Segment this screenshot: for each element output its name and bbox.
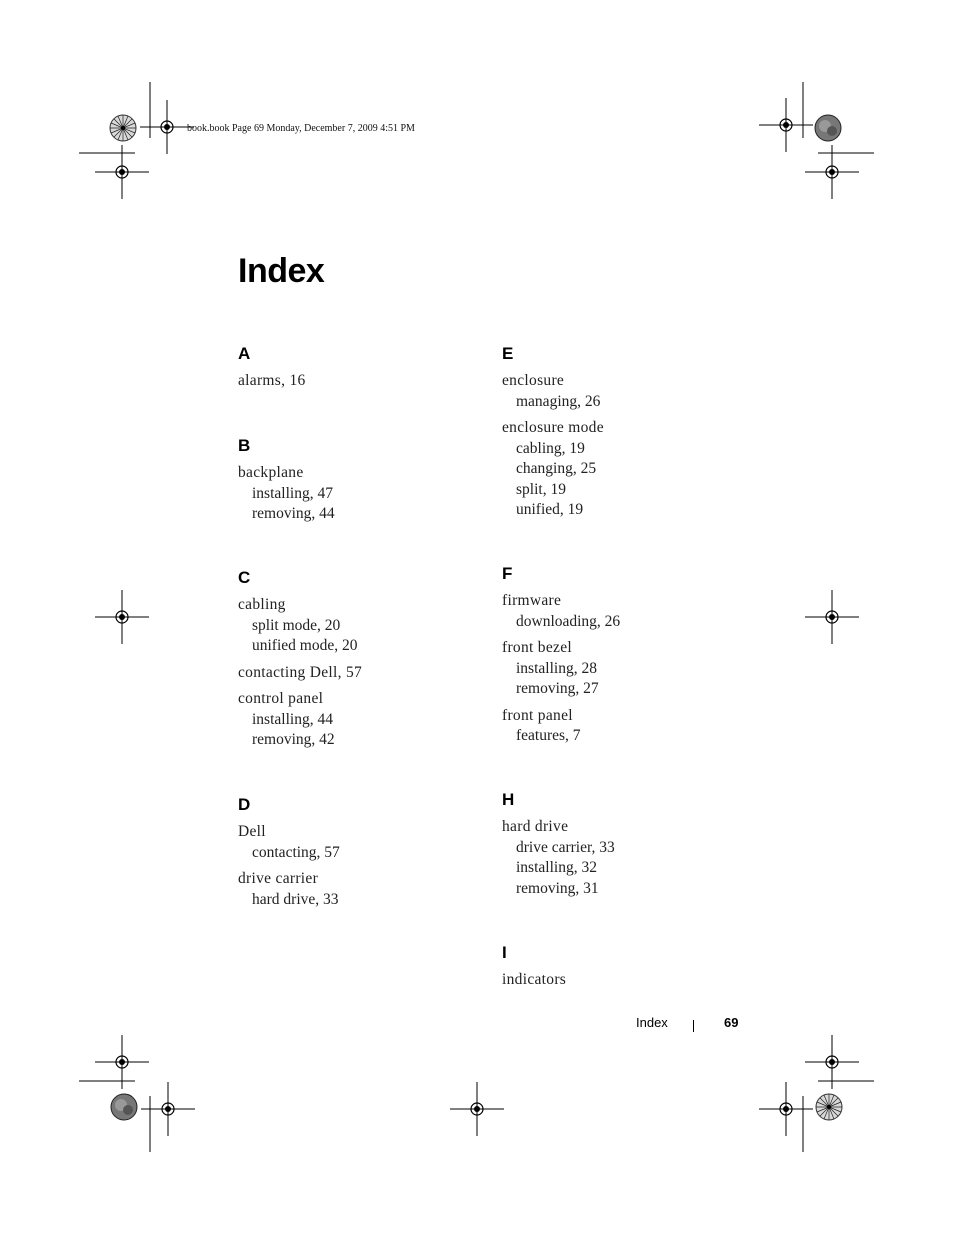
index-subentry: removing, 31 <box>516 879 599 897</box>
index-entry <box>238 595 488 657</box>
index-subentry: changing, 25 <box>516 460 597 477</box>
print-slug: book.book Page 69 Monday, December 7, 2009 4:51 PM <box>187 123 415 134</box>
index-subentry: removing, 27 <box>516 680 599 697</box>
index-section-d <box>238 793 488 916</box>
index-subentry: hard drive, 33 <box>252 890 339 908</box>
index-section-b <box>238 434 488 531</box>
index-subentry: unified, 19 <box>516 501 584 518</box>
index-section-a <box>238 342 488 398</box>
index-term: front panel <box>502 706 573 724</box>
index-subentry: unified mode, 20 <box>252 637 358 654</box>
index-subentry: downloading, 26 <box>516 612 621 630</box>
index-entry <box>502 638 752 700</box>
section-letter: B <box>238 436 251 455</box>
index-subentry: removing, 44 <box>252 505 335 522</box>
index-entry <box>502 970 752 991</box>
index-term: drive carrier <box>238 870 319 887</box>
index-subentry: contacting, 57 <box>252 843 340 861</box>
index-subentry: split, 19 <box>516 480 566 498</box>
index-subentry: split mode, 20 <box>252 616 341 634</box>
index-entry <box>502 591 752 632</box>
index-entry <box>238 869 488 910</box>
footer-divider <box>693 1020 694 1032</box>
index-subentry: managing, 26 <box>516 392 601 410</box>
index-subentry: installing, 47 <box>252 484 333 502</box>
section-letter: C <box>238 568 251 587</box>
index-term: cabling <box>238 596 286 613</box>
index-term: enclosure <box>502 372 565 389</box>
index-term: control panel <box>238 690 324 707</box>
index-entry <box>238 371 488 392</box>
index-term: front bezel <box>502 639 572 656</box>
index-term: enclosure mode <box>502 419 604 436</box>
index-section-c <box>238 566 488 757</box>
index-term: firmware <box>502 592 562 609</box>
index-entry <box>502 706 752 747</box>
index-subentry: removing, 42 <box>252 731 335 748</box>
index-subentry: drive carrier, 33 <box>516 838 615 856</box>
index-entry <box>502 371 752 412</box>
section-letter: H <box>502 790 515 809</box>
section-letter: I <box>502 943 507 962</box>
index-term: alarms, 16 <box>238 372 306 389</box>
section-letter: D <box>238 795 251 814</box>
section-letter: E <box>502 344 514 363</box>
index-subentry: cabling, 19 <box>516 439 585 457</box>
page-footer <box>600 1015 740 1035</box>
index-entry <box>238 463 488 525</box>
index-section-f <box>502 562 752 753</box>
index-term: indicators <box>502 971 567 988</box>
index-term: backplane <box>238 464 304 481</box>
section-letter: F <box>502 564 513 583</box>
index-subentry: installing, 32 <box>516 859 597 876</box>
index-subentry: installing, 44 <box>252 710 333 728</box>
index-entry <box>238 663 488 684</box>
index-entry <box>238 689 488 751</box>
index-entry <box>502 418 752 521</box>
section-letter: A <box>238 344 251 363</box>
index-entry <box>238 822 488 863</box>
index-subentry: installing, 28 <box>516 659 597 677</box>
index-subentry: features, 7 <box>516 727 581 744</box>
page-number: 69 <box>724 1015 739 1030</box>
footer-section-label: Index <box>636 1015 668 1030</box>
index-term: Dell <box>238 823 266 840</box>
index-entry <box>502 817 752 899</box>
index-section-e <box>502 342 752 527</box>
index-term: contacting Dell, 57 <box>238 663 363 681</box>
index-section-i <box>502 941 752 997</box>
page-title: Index <box>238 252 325 290</box>
index-section-h <box>502 788 752 905</box>
index-term: hard drive <box>502 818 569 835</box>
